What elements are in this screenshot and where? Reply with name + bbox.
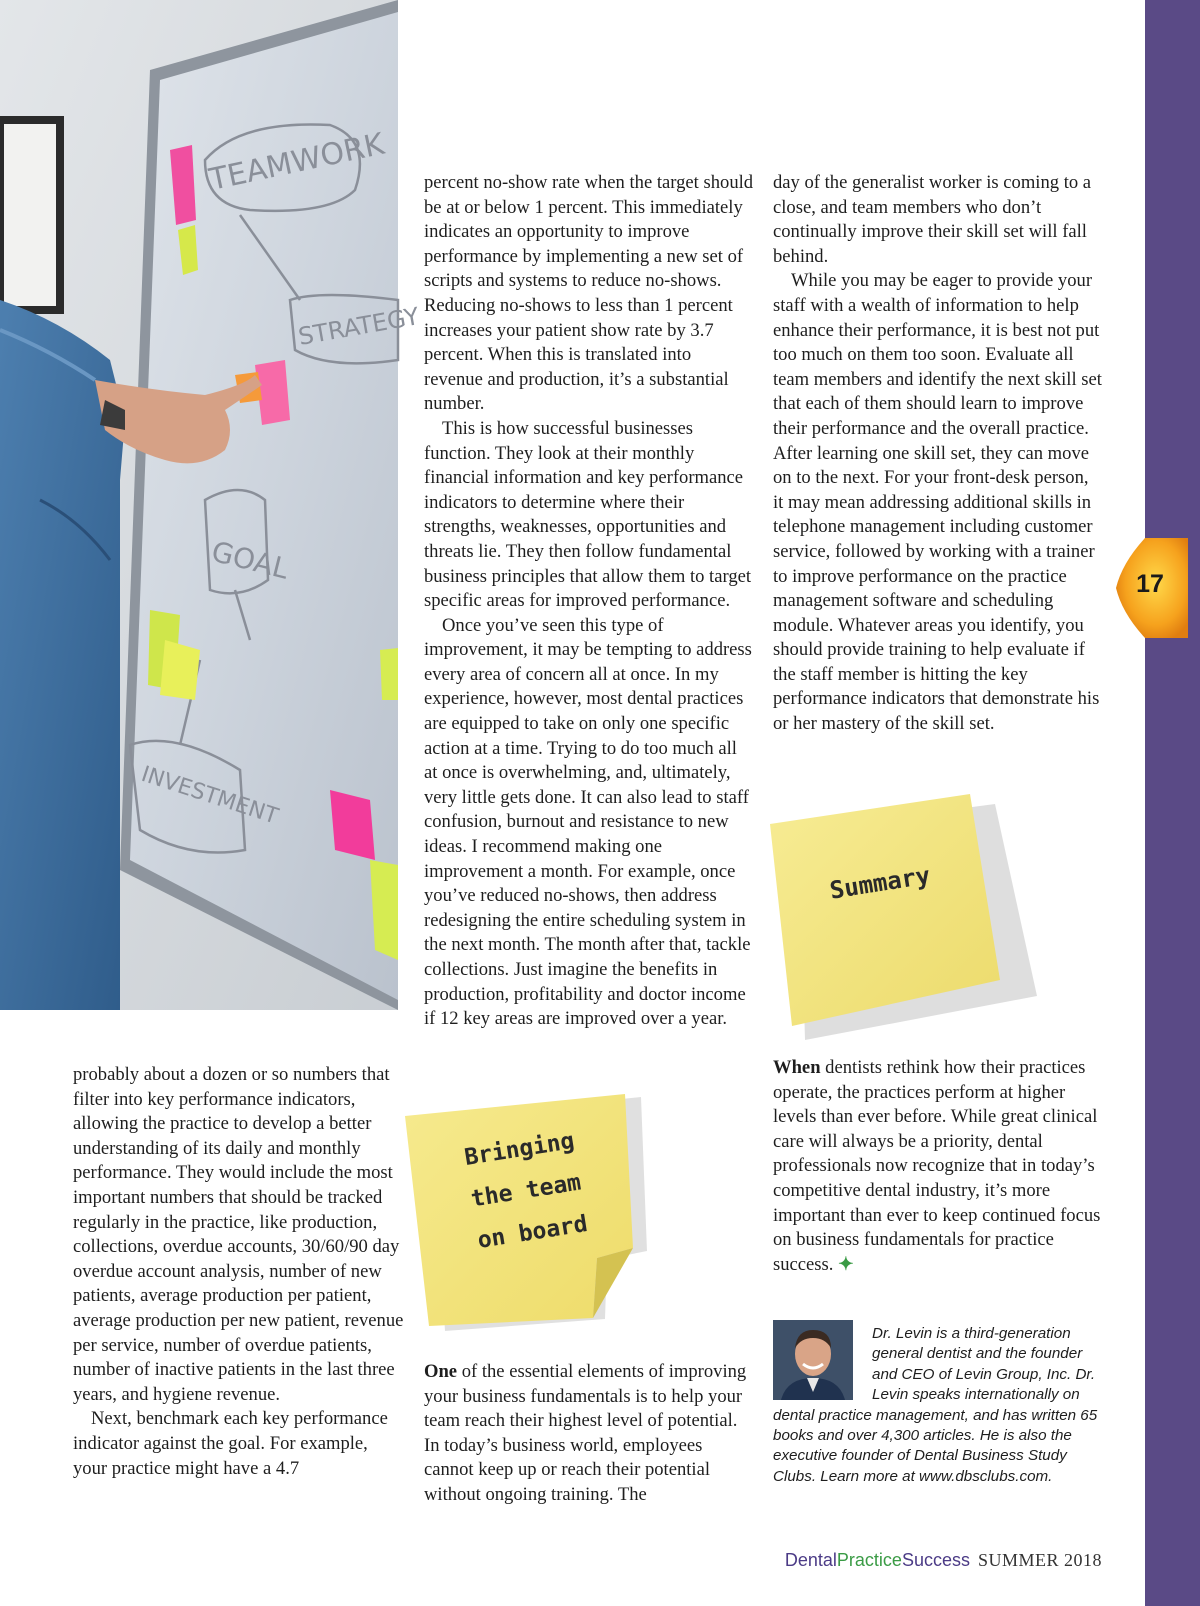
sticky-note-text-bringing — [439, 1117, 613, 1266]
section-body: of the essential elements of improving your business fundamentals is to help your team reach their highest level of potential. In today’s business world, employees cannot keep up or reach their potential without ongoing training. The — [424, 1361, 747, 1505]
purple-sidebar — [1145, 0, 1200, 1606]
whiteboard-photo-illustration — [0, 0, 422, 1010]
paragraph: Next, benchmark each key performance indicator against the goal. For example, your practice might have a 4.7 — [73, 1408, 388, 1479]
article-column-3-continued — [773, 1056, 1103, 1277]
paragraph: While you may be eager to provide your staff with a wealth of information to help enhance their performance, it is best not put too much on them too soon. Evaluate all team members and identify the next skill set that each of them should learn to improve their performance and the overall practice. After learning one skill set, they can move on to the next. For your front-desk person, it may mean addressing additional skills in telephone management including customer service, followed by working with a trainer to improve performance on the practice management software and scheduling module. Whatever areas you identify, you should provide training to help evaluate if the staff member is hitting the key performance indicators that demonstrate his or her mastery of the skill set. — [773, 270, 1102, 735]
end-mark-icon: ✦ — [838, 1253, 854, 1275]
brand-part: Success — [901, 1550, 970, 1570]
article-column-2-continued — [424, 1360, 754, 1508]
board-word-investment: INVESTMENT — [138, 761, 281, 830]
section-lead-word: One — [424, 1361, 458, 1382]
sticky-note-text-summary: Summary — [827, 861, 933, 905]
board-word-teamwork: TEAMWORK — [206, 126, 388, 198]
article-column-3 — [773, 171, 1103, 737]
brand-part: Dental — [784, 1550, 837, 1570]
paragraph: percent no-show rate when the target should be at or below 1 percent. This immediately indicates an opportunity to improve performance by implementing a new set of scripts and systems to reduce no-shows. Reducing no-shows to less than 1 percent increases your patient show rate by 3.7 percent. When this is translated into revenue and production, it’s a substantial number. — [424, 172, 754, 415]
paragraph — [424, 1360, 754, 1508]
brand-part: Practice — [836, 1550, 902, 1570]
section-lead-word: When — [773, 1057, 821, 1078]
note-line: on board — [475, 1210, 590, 1254]
section-body: dentists rethink how their practices operate, the practices perform at higher levels than ever before. While great clinical care will always be a priority, dental professionals now recognize that in today’s competitive dental industry, it’s more important than ever to keep continued focus on business fundamentals for practice success. — [773, 1057, 1101, 1275]
whiteboard-photo — [0, 0, 422, 1010]
publication-name — [785, 1550, 970, 1570]
author-bio — [773, 1324, 1103, 1487]
board-word-goal: GOAL — [208, 534, 292, 586]
bio-photo-spacer — [773, 1324, 872, 1404]
paragraph — [773, 1056, 1103, 1277]
board-word-strategy: STRATEGY — [296, 302, 422, 351]
paragraph: probably about a dozen or so numbers that filter into key performance indicators, allowing the practice to develop a better understanding of its daily and monthly performance. They would include the most important numbers that should be tracked regularly in the practice, like production, collections, overdue accounts, 30/60/90 day overdue account analysis, number of new patients, average production per patient, average production per new patient, revenue per service, number of overdue patients, number of inactive patients in the last three years, and hygiene revenue. — [73, 1064, 404, 1405]
note-line: Bringing — [462, 1128, 577, 1172]
author-bio-text: Dr. Levin is a third-generation general dentist and the founder and CEO of Levin Group, Inc. Dr. Levin speaks internationally on dental practice management, and has written 65 books and over 4,300 articles. He is also the executive founder of Dental Business Study Clubs. Learn more at www.dbsclubs.com. — [773, 1325, 1098, 1485]
paragraph: Once you’ve seen this type of improvement, it may be tempting to address every area of concern all at once. In my experience, however, most dental practices are equipped to take on only one specific action at a time. Trying to do too much all at once is overwhelming, and, ultimately, very little gets done. It can also lead to staff confusion, burnout and resistance to new ideas. I recommend making one improvement a month. For example, once you’ve reduced no-shows, then address redesigning the entire scheduling system in the next month. The month after that, tackle collections. Just imagine the benefits in production, profitability and doctor income if 12 key areas are improved over a year. — [424, 614, 752, 1030]
paragraph: This is how successful businesses function. They look at their monthly financial information and key performance indicators to determine where their strengths, weaknesses, opportunities and threats lie. They then follow fundamental business principles that allow them to target specific areas for improved performance. — [424, 417, 752, 612]
article-column-2 — [424, 171, 754, 1032]
issue-season: SUMMER 2018 — [977, 1550, 1102, 1570]
page-number: 17 — [1136, 570, 1164, 598]
sticky-note-summary — [770, 790, 1035, 1040]
footer-masthead — [762, 1550, 1102, 1571]
article-column-1 — [73, 1063, 405, 1481]
note-line: the team — [469, 1169, 583, 1213]
paragraph: day of the generalist worker is coming to a close, and team members who don’t continually improve their skill set will fall behind. — [773, 172, 1092, 267]
